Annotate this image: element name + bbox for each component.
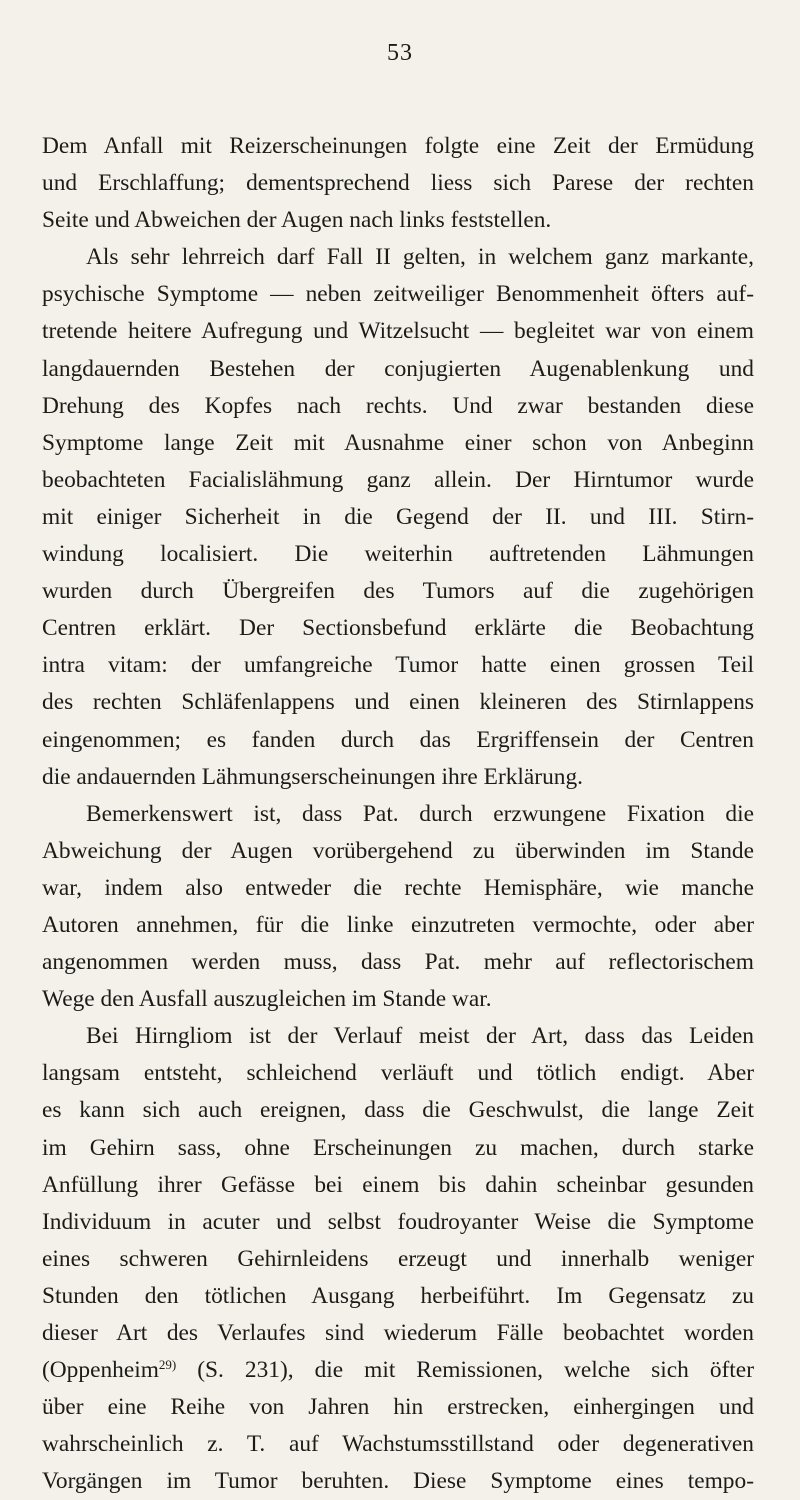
page-number: 53 [387, 40, 413, 66]
text-line: langdauernden Bestehen der conjugierten Augenablenkung und [42, 355, 754, 382]
text-line: Stunden den tötlichen Ausgang herbeiführt. Im Gegensatz zu [42, 1282, 754, 1309]
text-line: Seite und Abweichen der Augen nach links feststellen. [42, 207, 552, 234]
text-line: Drehung des Kopfes nach rechts. Und zwar bestanden diese [42, 392, 754, 419]
text-line: Dem Anfall mit Reizerscheinungen folgte eine Zeit der Ermüdung [42, 133, 754, 159]
citation-text: (Oppenheim [42, 1357, 159, 1384]
text-line: die andauernden Lähmungserscheinungen ihre Erklärung. [42, 763, 584, 790]
text-line: langsam entsteht, schleichend verläuft und tötlich endigt. Aber [42, 1060, 754, 1087]
text-line: wurden durch Übergreifen des Tumors auf die zugehörigen [42, 578, 754, 605]
text-line: Bei Hirngliom ist der Verlauf meist der Art, dass das Leiden [86, 1023, 754, 1050]
text-line: windung localisiert. Die weiterhin auftretenden Lähmungen [42, 541, 754, 568]
text-line-with-footnote [42, 1352, 754, 1389]
text-line: Symptome lange Zeit mit Ausnahme einer schon von Anbeginn [42, 429, 754, 456]
text-line: Abweichung der Augen vorübergehend zu überwinden im Stande [42, 837, 754, 864]
text-line: des rechten Schläfenlappens und einen kleineren des Stirnlappens [42, 689, 754, 716]
text-line: mit einiger Sicherheit in die Gegend der II. und III. Stirn- [42, 503, 754, 530]
text-line: intra vitam: der umfangreiche Tumor hatte einen grossen Teil [42, 652, 754, 679]
text-line: und Erschlaffung; dementsprechend liess sich Parese der rechten [42, 170, 754, 197]
text-line: Centren erklärt. Der Sectionsbefund erklärte die Beobachtung [42, 615, 754, 642]
text-line: Autoren annehmen, für die linke einzutreten vermochte, oder aber [42, 911, 754, 938]
text-line: Individuum in acuter und selbst foudroyanter Weise die Symptome [42, 1208, 754, 1235]
text-line: über eine Reihe von Jahren hin erstrecken, einhergingen und [42, 1394, 754, 1421]
text-line: eingenommen; es fanden durch das Ergriffensein der Centren [42, 726, 754, 753]
text-line: beobachteten Facialislähmung ganz allein. Der Hirntumor wurde [42, 466, 754, 493]
text-line: tretende heitere Aufregung und Witzelsucht — begleitet war von einem [42, 318, 754, 345]
footnote-marker: 29) [158, 1357, 177, 1373]
citation-continuation: (S. 231), die mit Remissionen, welche sich öfter [197, 1357, 754, 1384]
text-line: im Gehirn sass, ohne Erscheinungen zu machen, durch starke [42, 1134, 754, 1161]
text-line: Bemerkenswert ist, dass Pat. durch erzwungene Fixation die [86, 800, 754, 827]
text-line: dieser Art des Verlaufes sind wiederum Fälle beobachtet worden [42, 1320, 754, 1346]
text-line: war, indem also entweder die rechte Hemisphäre, wie manche [42, 874, 754, 901]
body-text [42, 128, 754, 1500]
text-line: Wege den Ausfall auszugleichen im Stande war. [42, 986, 492, 1013]
text-line: Als sehr lehrreich darf Fall II gelten, in welchem ganz markante, [86, 244, 754, 271]
text-line: angenommen werden muss, dass Pat. mehr auf reflectorischem [42, 949, 754, 976]
text-line: wahrscheinlich z. T. auf Wachstumsstillstand oder degenerativen [42, 1431, 754, 1458]
text-line: Anfüllung ihrer Gefässe bei einem bis dahin scheinbar gesunden [42, 1171, 754, 1198]
text-line: Vorgängen im Tumor beruhten. Diese Symptome eines tempo- [42, 1468, 754, 1495]
text-line: es kann sich auch ereignen, dass die Geschwulst, die lange Zeit [42, 1097, 754, 1124]
text-line: eines schweren Gehirnleidens erzeugt und innerhalb weniger [42, 1245, 754, 1272]
text-line: psychische Symptome — neben zeitweiliger Benommenheit öfters auf- [42, 281, 754, 308]
